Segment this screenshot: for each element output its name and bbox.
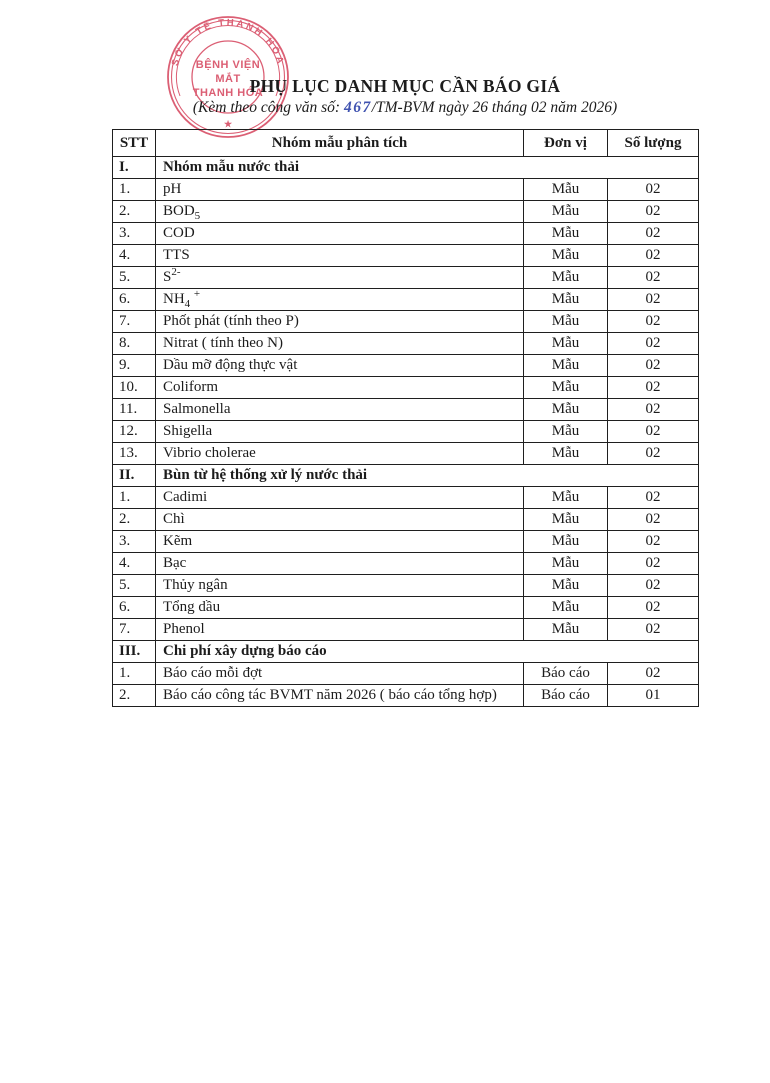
qty-cell: 02	[608, 575, 699, 597]
unit-cell: Báo cáo	[524, 685, 608, 707]
qty-cell: 01	[608, 685, 699, 707]
name-cell: $BOD_5$	[156, 201, 524, 223]
stt-cell: 10.	[113, 377, 156, 399]
table-row	[113, 553, 699, 575]
unit-cell: Mẫu	[524, 245, 608, 267]
stamp-star-icon: ★	[223, 119, 233, 129]
table-row	[113, 289, 699, 311]
name-cell: Báo cáo công tác BVMT năm 2026 ( báo cáo tổng hợp)	[156, 685, 524, 707]
stamp-center-line2: MẮT	[215, 73, 241, 85]
section-row	[113, 465, 699, 487]
stt-cell: 4.	[113, 553, 156, 575]
qty-cell: 02	[608, 597, 699, 619]
stt-cell: 8.	[113, 333, 156, 355]
unit-cell: Mẫu	[524, 377, 608, 399]
qty-cell: 02	[608, 377, 699, 399]
name-cell: Chì	[156, 509, 524, 531]
name-cell: Tổng dầu	[156, 597, 524, 619]
stt-cell: 1.	[113, 487, 156, 509]
name-cell: Dầu mỡ động thực vật	[156, 355, 524, 377]
qty-cell: 02	[608, 333, 699, 355]
subtitle-prefix: (Kèm theo công văn số:	[192, 99, 344, 116]
stt-cell: 2.	[113, 201, 156, 223]
name-cell: Phenol	[156, 619, 524, 641]
unit-cell: Mẫu	[524, 201, 608, 223]
unit-cell: Mẫu	[524, 487, 608, 509]
document-content	[112, 0, 698, 707]
stt-cell: 5.	[113, 267, 156, 289]
name-cell: COD	[156, 223, 524, 245]
stt-cell: 11.	[113, 399, 156, 421]
table-row	[113, 223, 699, 245]
qty-cell: 02	[608, 311, 699, 333]
section-title-cell: Bùn từ hệ thống xử lý nước thải	[156, 465, 699, 487]
unit-cell: Mẫu	[524, 179, 608, 201]
unit-cell: Mẫu	[524, 267, 608, 289]
unit-cell: Báo cáo	[524, 663, 608, 685]
qty-cell: 02	[608, 531, 699, 553]
table-row	[113, 377, 699, 399]
table-row	[113, 201, 699, 223]
table-row	[113, 597, 699, 619]
table-row	[113, 399, 699, 421]
unit-cell: Mẫu	[524, 289, 608, 311]
table-row	[113, 179, 699, 201]
column-header: Nhóm mẫu phân tích	[156, 130, 524, 157]
table-row	[113, 531, 699, 553]
stt-cell: II.	[113, 465, 156, 487]
name-cell: Thủy ngân	[156, 575, 524, 597]
table-header-row	[113, 130, 699, 157]
stt-cell: 12.	[113, 421, 156, 443]
unit-cell: Mẫu	[524, 553, 608, 575]
page-title: PHỤ LỤC DANH MỤC CẦN BÁO GIÁ	[249, 76, 561, 96]
name-cell: Shigella	[156, 421, 524, 443]
unit-cell: Mẫu	[524, 399, 608, 421]
name-cell: Salmonella	[156, 399, 524, 421]
stt-cell: III.	[113, 641, 156, 663]
section-row	[113, 641, 699, 663]
stt-cell: 4.	[113, 245, 156, 267]
section-title-cell: Nhóm mẫu nước thải	[156, 157, 699, 179]
unit-cell: Mẫu	[524, 421, 608, 443]
stt-cell: 6.	[113, 289, 156, 311]
qty-cell: 02	[608, 509, 699, 531]
subtitle-suffix: /TM-BVM ngày 26 tháng 02 năm 2026)	[371, 99, 618, 116]
stt-cell: 1.	[113, 663, 156, 685]
unit-cell: Mẫu	[524, 597, 608, 619]
name-cell: Vibrio cholerae	[156, 443, 524, 465]
name-cell: $NH_4$ +	[156, 289, 524, 311]
column-header: STT	[113, 130, 156, 157]
qty-cell: 02	[608, 201, 699, 223]
table-row	[113, 267, 699, 289]
name-cell: Bạc	[156, 553, 524, 575]
stt-cell: 1.	[113, 179, 156, 201]
unit-cell: Mẫu	[524, 619, 608, 641]
table-row	[113, 311, 699, 333]
stt-cell: 3.	[113, 531, 156, 553]
qty-cell: 02	[608, 245, 699, 267]
name-cell: Nitrat ( tính theo N)	[156, 333, 524, 355]
qty-cell: 02	[608, 399, 699, 421]
table-row	[113, 355, 699, 377]
stt-cell: 3.	[113, 223, 156, 245]
qty-cell: 02	[608, 355, 699, 377]
stamp-ring-text: SỞ Y TẾ THANH HÓA	[169, 17, 287, 68]
page-subtitle	[112, 99, 698, 117]
table-row	[113, 487, 699, 509]
qty-cell: 02	[608, 267, 699, 289]
qty-cell: 02	[608, 487, 699, 509]
stamp-center-line3: THANH HÓA	[192, 87, 264, 99]
name-cell: Kẽm	[156, 531, 524, 553]
unit-cell: Mẫu	[524, 531, 608, 553]
qty-cell: 02	[608, 289, 699, 311]
stt-cell: I.	[113, 157, 156, 179]
table-row	[113, 333, 699, 355]
table-row	[113, 509, 699, 531]
qty-cell: 02	[608, 443, 699, 465]
section-title-cell: Chi phí xây dựng báo cáo	[156, 641, 699, 663]
stt-cell: 6.	[113, 597, 156, 619]
unit-cell: Mẫu	[524, 443, 608, 465]
stamp-center-line1: BỆNH VIỆN	[195, 59, 261, 71]
name-cell: $S^{2-}$	[156, 267, 524, 289]
stt-cell: 2.	[113, 685, 156, 707]
name-cell: Phốt phát (tính theo P)	[156, 311, 524, 333]
table-row	[113, 443, 699, 465]
table-row	[113, 663, 699, 685]
unit-cell: Mẫu	[524, 333, 608, 355]
name-cell: Cadimi	[156, 487, 524, 509]
table-row	[113, 685, 699, 707]
stt-cell: 5.	[113, 575, 156, 597]
unit-cell: Mẫu	[524, 223, 608, 245]
qty-cell: 02	[608, 223, 699, 245]
qty-cell: 02	[608, 179, 699, 201]
stt-cell: 13.	[113, 443, 156, 465]
qty-cell: 02	[608, 619, 699, 641]
column-header: Số lượng	[608, 130, 699, 157]
name-cell: pH	[156, 179, 524, 201]
quotation-items-table	[112, 129, 699, 707]
name-cell: Báo cáo mỗi đợt	[156, 663, 524, 685]
stt-cell: 7.	[113, 619, 156, 641]
qty-cell: 02	[608, 663, 699, 685]
table-row	[113, 619, 699, 641]
qty-cell: 02	[608, 421, 699, 443]
unit-cell: Mẫu	[524, 509, 608, 531]
unit-cell: Mẫu	[524, 355, 608, 377]
table-row	[113, 245, 699, 267]
table-row	[113, 421, 699, 443]
section-row	[113, 157, 699, 179]
unit-cell: Mẫu	[524, 575, 608, 597]
qty-cell: 02	[608, 553, 699, 575]
stt-cell: 7.	[113, 311, 156, 333]
name-cell: TTS	[156, 245, 524, 267]
handwritten-document-number: 467	[343, 99, 372, 116]
column-header: Đơn vị	[524, 130, 608, 157]
stt-cell: 9.	[113, 355, 156, 377]
stt-cell: 2.	[113, 509, 156, 531]
name-cell: Coliform	[156, 377, 524, 399]
table-row	[113, 575, 699, 597]
unit-cell: Mẫu	[524, 311, 608, 333]
